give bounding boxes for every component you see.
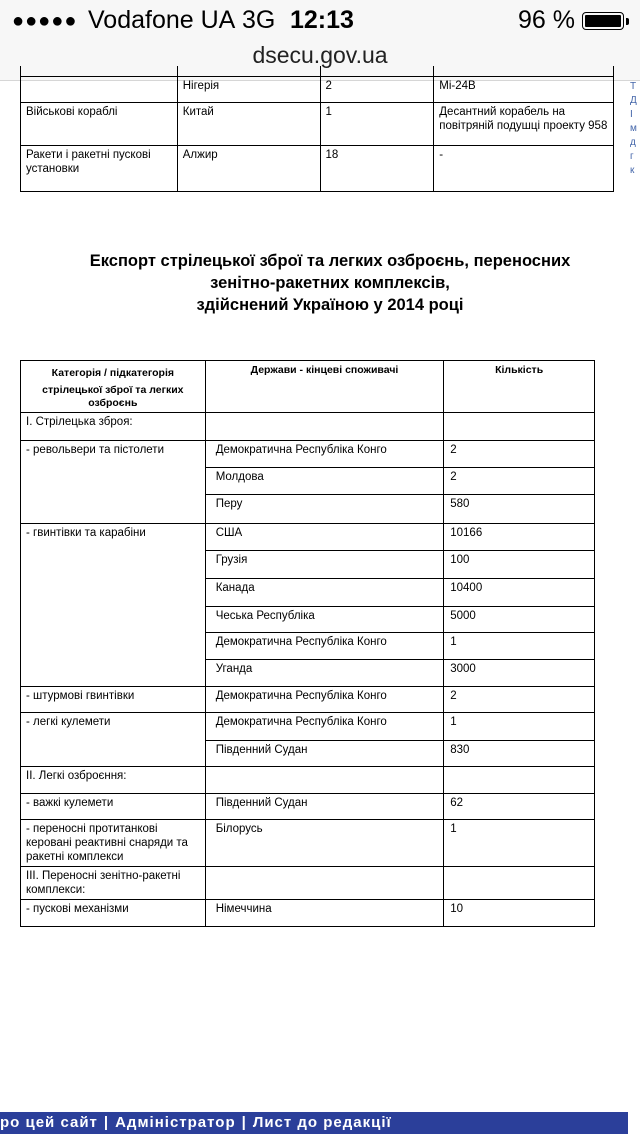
country-cell: Канада [205, 579, 444, 607]
country-cell: Південний Судан [205, 741, 444, 767]
country-cell: Німеччина [205, 900, 444, 927]
quantity-cell: 580 [444, 495, 595, 524]
table-cell: Нігерія [177, 76, 320, 102]
section-heading [40, 250, 620, 316]
side-link[interactable]: м [630, 123, 637, 134]
quantity-cell: 1 [444, 713, 595, 741]
column-header-category: Категорія / підкатегорія стрілецької зброї та легких озброєнь [21, 361, 206, 413]
footer-separator: | [103, 1114, 110, 1131]
table-cell: - [434, 145, 614, 191]
side-link[interactable]: І [630, 109, 633, 120]
table-row [21, 820, 595, 867]
country-cell: Перу [205, 495, 444, 524]
quantity-cell: 100 [444, 551, 595, 579]
country-cell: Чеська Республіка [205, 607, 444, 633]
category-cell: - штурмові гвинтівки [21, 687, 206, 713]
footer-link[interactable]: ро цей сайт [0, 1114, 98, 1131]
heading-line-3: здійснений Україною у 2014 році [196, 296, 464, 314]
carrier-name: Vodafone UA [88, 6, 236, 34]
battery-percent: 96 % [518, 6, 575, 34]
arms-export-table-top [20, 66, 614, 192]
category-cell: - револьвери та пістолети [21, 441, 206, 524]
footer-links-bar [0, 1112, 628, 1134]
side-link[interactable]: Д [630, 95, 637, 106]
country-cell: Грузія [205, 551, 444, 579]
quantity-cell: 2 [444, 687, 595, 713]
quantity-cell: 10400 [444, 579, 595, 607]
quantity-cell: 2 [444, 468, 595, 495]
table-cell: Військові кораблі [21, 102, 178, 145]
table-cell: 1 [320, 102, 434, 145]
heading-line-2: зенітно-ракетних комплексів, [210, 274, 450, 292]
quantity-cell: 10166 [444, 524, 595, 551]
small-arms-export-table [20, 360, 595, 927]
table-row [21, 102, 614, 145]
table-row [21, 867, 595, 900]
side-link[interactable]: Т [630, 81, 637, 92]
country-cell: Демократична Республіка Конго [205, 687, 444, 713]
footer-link[interactable]: Адміністратор [115, 1114, 236, 1131]
country-cell: Уганда [205, 660, 444, 687]
quantity-cell [444, 767, 595, 794]
side-link[interactable]: к [630, 165, 635, 176]
clock: 12:13 [290, 6, 354, 34]
address-bar-url[interactable]: dsecu.gov.ua [252, 42, 388, 68]
category-cell: - пускові механізми [21, 900, 206, 927]
table-cell [177, 66, 320, 76]
quantity-cell: 830 [444, 741, 595, 767]
table-cell: Китай [177, 102, 320, 145]
country-cell: США [205, 524, 444, 551]
quantity-cell: 62 [444, 794, 595, 820]
table-cell [21, 76, 178, 102]
quantity-cell: 1 [444, 633, 595, 660]
battery-icon [582, 12, 624, 30]
table-row [21, 524, 595, 551]
table-row [21, 713, 595, 741]
country-cell: Білорусь [205, 820, 444, 867]
battery-tip [626, 18, 629, 25]
category-cell: - важкі кулемети [21, 794, 206, 820]
country-cell: Молдова [205, 468, 444, 495]
table-cell [434, 66, 614, 76]
table-cell: 2 [320, 76, 434, 102]
category-cell: I. Стрілецька зброя: [21, 413, 206, 441]
category-cell: - гвинтівки та карабіни [21, 524, 206, 687]
table-row [21, 687, 595, 713]
category-cell: - переносні протитанкові керовані реактивні снаряди та ракетні комплекси [21, 820, 206, 867]
country-cell: Демократична Республіка Конго [205, 713, 444, 741]
table-row [21, 76, 614, 102]
quantity-cell [444, 867, 595, 900]
footer-link[interactable]: Лист до редакції [252, 1114, 392, 1131]
side-link[interactable]: г [630, 151, 634, 162]
country-cell: Демократична Республіка Конго [205, 633, 444, 660]
country-cell [205, 767, 444, 794]
table-cell: Десантний корабель на повітряній подушці проекту 958 [434, 102, 614, 145]
table-cell: 18 [320, 145, 434, 191]
quantity-cell: 2 [444, 441, 595, 468]
quantity-cell: 10 [444, 900, 595, 927]
country-cell: Демократична Республіка Конго [205, 441, 444, 468]
table-row [21, 66, 614, 76]
category-cell: - легкі кулемети [21, 713, 206, 767]
quantity-cell: 5000 [444, 607, 595, 633]
quantity-cell: 3000 [444, 660, 595, 687]
column-header-countries: Держави - кінцеві споживачі [205, 361, 444, 413]
country-cell [205, 413, 444, 441]
table-row [21, 900, 595, 927]
table-row [21, 441, 595, 468]
column-header-quantity: Кількість [444, 361, 595, 413]
signal-strength-icon: ●●●●● [12, 10, 78, 32]
category-cell: II. Легкі озброєння: [21, 767, 206, 794]
quantity-cell [444, 413, 595, 441]
table-row [21, 794, 595, 820]
network-type: 3G [242, 6, 276, 34]
category-cell: III. Переносні зенітно-ракетні комплекси: [21, 867, 206, 900]
country-cell [205, 867, 444, 900]
table-cell: Ракети і ракетні пускові установки [21, 145, 178, 191]
footer-separator: | [241, 1114, 247, 1131]
quantity-cell: 1 [444, 820, 595, 867]
heading-line-1: Експорт стрілецької зброї та легких озброєнь, переносних [89, 252, 571, 270]
side-links [630, 80, 640, 178]
table-cell [320, 66, 434, 76]
country-cell: Південний Судан [205, 794, 444, 820]
table-cell: Алжир [177, 145, 320, 191]
table-row [21, 413, 595, 441]
table-row [21, 145, 614, 191]
table-cell [21, 66, 178, 76]
table-row [21, 767, 595, 794]
table-cell: Мі-24В [434, 76, 614, 102]
side-link[interactable]: д [630, 137, 636, 148]
